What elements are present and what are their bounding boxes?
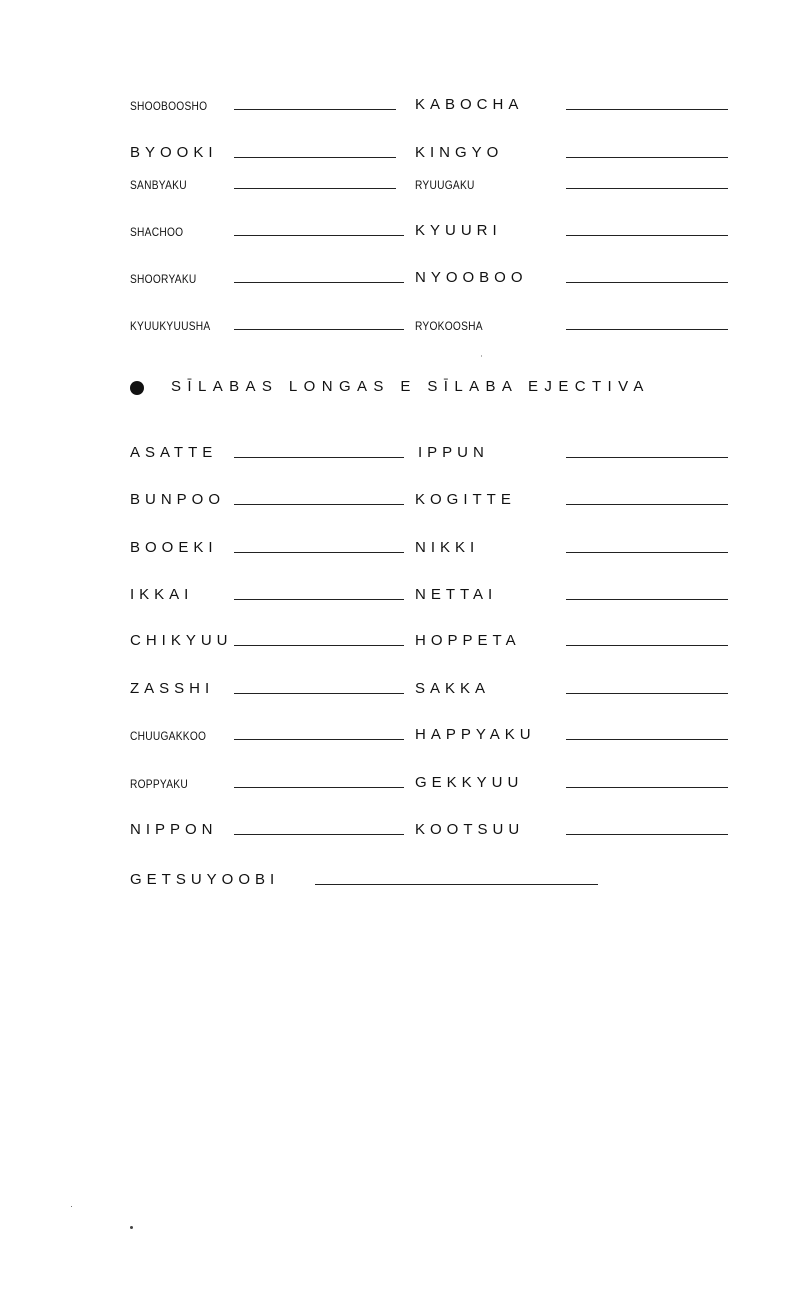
bullet-icon	[130, 381, 144, 395]
list-item	[0, 750, 800, 790]
answer-blank[interactable]	[234, 457, 404, 458]
answer-blank[interactable]	[234, 329, 404, 330]
answer-blank[interactable]	[234, 109, 396, 110]
romaji-word: CHUUGAKKOO	[130, 729, 207, 743]
list-item	[0, 515, 800, 555]
list-item	[0, 702, 800, 742]
romaji-word: NYOOBOO	[415, 269, 528, 286]
list-item	[0, 292, 800, 332]
list-item	[0, 608, 800, 648]
list-item	[0, 847, 800, 887]
romaji-word: BOOEKI	[130, 539, 218, 556]
romaji-word: HAPPYAKU	[415, 726, 536, 743]
romaji-word: KYUURI	[415, 222, 502, 239]
list-item	[0, 420, 800, 460]
romaji-word: KINGYO	[415, 144, 504, 161]
list-item	[0, 72, 800, 112]
answer-blank[interactable]	[234, 282, 404, 283]
romaji-word: GETSUYOOBI	[130, 871, 280, 888]
answer-blank[interactable]	[234, 739, 404, 740]
romaji-word: ASATTE	[130, 444, 218, 461]
list-item	[0, 797, 800, 837]
list-item	[0, 562, 800, 602]
romaji-word: BUNPOO	[130, 491, 226, 508]
answer-blank[interactable]	[566, 693, 728, 694]
romaji-word: ROPPYAKU	[130, 777, 188, 791]
answer-blank[interactable]	[566, 739, 728, 740]
answer-blank[interactable]	[566, 645, 728, 646]
romaji-word: SHOOBOOSHO	[130, 99, 208, 113]
answer-blank[interactable]	[566, 834, 728, 835]
answer-blank[interactable]	[234, 504, 404, 505]
answer-blank[interactable]	[234, 834, 404, 835]
list-item	[0, 467, 800, 507]
answer-blank[interactable]	[566, 504, 728, 505]
section-heading	[130, 378, 750, 398]
romaji-word: SANBYAKU	[130, 178, 187, 192]
answer-blank[interactable]	[234, 235, 404, 236]
answer-blank[interactable]	[234, 645, 404, 646]
romaji-word: KYUUKYUUSHA	[130, 319, 211, 333]
answer-blank[interactable]	[566, 552, 728, 553]
romaji-word: HOPPETA	[415, 632, 521, 649]
list-item	[0, 245, 800, 285]
romaji-word: IPPUN	[418, 444, 489, 461]
romaji-word: SAKKA	[415, 680, 491, 697]
answer-blank[interactable]	[234, 552, 404, 553]
romaji-word: KOOTSUU	[415, 821, 525, 838]
romaji-word: SHOORYAKU	[130, 272, 197, 286]
heading-text: SĪLABAS LONGAS E SĪLABA EJECTIVA	[171, 378, 650, 395]
scan-speck	[130, 1226, 133, 1229]
answer-blank[interactable]	[315, 884, 598, 885]
list-item	[0, 151, 800, 191]
answer-blank[interactable]	[234, 693, 404, 694]
answer-blank[interactable]	[566, 329, 728, 330]
scan-speck	[71, 1206, 72, 1207]
romaji-word: KABOCHA	[415, 96, 524, 113]
romaji-word: ZASSHI	[130, 680, 215, 697]
romaji-word: NIKKI	[415, 539, 480, 556]
answer-blank[interactable]	[234, 188, 396, 189]
romaji-word: IKKAI	[130, 586, 194, 603]
romaji-word: KOGITTE	[415, 491, 516, 508]
answer-blank[interactable]	[566, 457, 728, 458]
answer-blank[interactable]	[234, 787, 404, 788]
list-item	[0, 656, 800, 696]
romaji-word: SHACHOO	[130, 225, 184, 239]
answer-blank[interactable]	[566, 282, 728, 283]
romaji-word: CHIKYUU	[130, 632, 233, 649]
romaji-word: GEKKYUU	[415, 774, 524, 791]
answer-blank[interactable]	[566, 787, 728, 788]
romaji-word: RYUUGAKU	[415, 178, 475, 192]
romaji-word: RYOKOOSHA	[415, 319, 483, 333]
answer-blank[interactable]	[234, 599, 404, 600]
scan-speck	[481, 355, 482, 357]
answer-blank[interactable]	[566, 599, 728, 600]
romaji-word: BYOOKI	[130, 144, 218, 161]
answer-blank[interactable]	[566, 235, 728, 236]
list-item	[0, 198, 800, 238]
romaji-word: NETTAI	[415, 586, 498, 603]
answer-blank[interactable]	[566, 109, 728, 110]
answer-blank[interactable]	[566, 188, 728, 189]
romaji-word: NIPPON	[130, 821, 218, 838]
